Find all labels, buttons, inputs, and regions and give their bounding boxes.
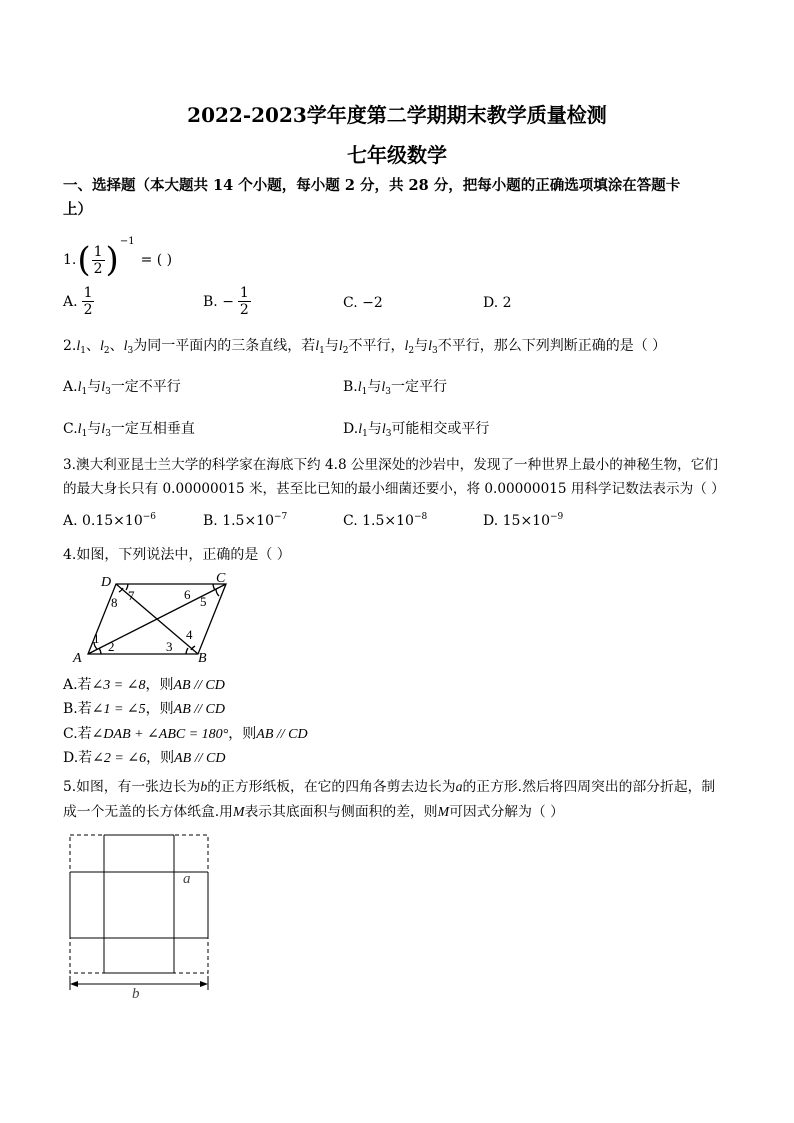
subscript: 1: [80, 346, 86, 356]
condition: ∠DAB + ∠ABC = 180°: [91, 727, 229, 742]
option-text: 一定平行: [391, 379, 447, 395]
option-text: ，则: [146, 750, 175, 766]
subscript: 2: [103, 346, 110, 356]
option-A[interactable]: [63, 376, 181, 397]
option-D[interactable]: [343, 418, 489, 439]
stem-text: 表示其底面积与侧面积的差，则: [244, 804, 438, 820]
angle-arc: [186, 648, 188, 654]
question-tail: = ( ): [140, 252, 173, 268]
option-C[interactable]: C. −2: [343, 295, 383, 311]
option-C[interactable]: [63, 418, 195, 439]
question-1-stem: [63, 236, 173, 280]
arrow-left-icon: [70, 981, 78, 987]
option-A[interactable]: [63, 512, 156, 529]
subscript: 3: [105, 387, 111, 397]
angle-7-label: 7: [128, 588, 135, 603]
conclusion: AB // CD: [173, 702, 226, 717]
option-text: B. 1.5×10: [203, 513, 274, 529]
option-C[interactable]: [63, 723, 308, 743]
subscript: 1: [362, 429, 368, 439]
subscript: 1: [319, 346, 325, 356]
option-label: C.: [63, 421, 78, 437]
angle-arc: [99, 648, 101, 654]
var-l: l: [77, 380, 82, 395]
var-l: l: [357, 380, 362, 395]
angle-2-label: 2: [108, 639, 115, 654]
stem-text: 不平行，那么下列判断正确的是（ ）: [437, 338, 667, 354]
var-l: l: [76, 339, 81, 354]
option-text: 与: [87, 421, 102, 437]
option-text: A.若: [63, 677, 92, 693]
question-number: 1.: [63, 252, 77, 268]
question-3-stem-cont: 的最大身长只有 0.00000015 米，甚至比已知的最小细菌还要小，将 0.00000015 用科学记数法表示为（ ）: [63, 481, 725, 497]
subscript: 1: [81, 429, 88, 439]
var-l: l: [101, 422, 106, 437]
var-l: l: [77, 422, 82, 437]
question-5-stem: [63, 775, 715, 795]
question-3-stem: 3.澳大利亚昆士兰大学的科学家在海底下约 4.8 公里深处的沙岩中，发现了一种世界上最小的神秘生物，它们: [63, 457, 718, 473]
vertex-b-label: B: [198, 651, 207, 665]
label-b: b: [132, 986, 140, 1000]
option-text: 一定互相垂直: [110, 421, 195, 437]
angle-1-label: 1: [93, 631, 100, 646]
condition: ∠1 = ∠5: [91, 702, 146, 717]
stem-text: 与: [414, 338, 429, 354]
option-text: 与: [367, 379, 382, 395]
option-text: B.若: [63, 701, 92, 717]
subscript: 1: [361, 387, 368, 397]
question-2-stem: [63, 335, 666, 356]
conclusion: AB // CD: [174, 751, 226, 766]
option-text: D.若: [63, 750, 93, 766]
stem-text: 5.如图，有一张边长为: [63, 779, 201, 795]
var-l: l: [99, 339, 104, 354]
option-A[interactable]: [63, 285, 94, 318]
stem-text: 可因式分解为（ ）: [449, 804, 564, 820]
option-D[interactable]: D. 2: [483, 295, 512, 311]
angle-8-label: 8: [111, 595, 118, 610]
exponent: −6: [142, 512, 157, 522]
option-A[interactable]: [63, 674, 225, 694]
page-title: 2022-2023学年度第二学期期末教学质量检测: [187, 103, 607, 127]
subscript: 3: [432, 346, 438, 356]
option-label: A.: [63, 379, 78, 395]
var-l: l: [404, 339, 409, 354]
angle-5-label: 5: [200, 594, 207, 609]
subscript: 3: [105, 429, 111, 439]
option-text: 与: [87, 379, 102, 395]
option-label: B. −: [203, 293, 234, 310]
var-l: l: [338, 339, 343, 354]
option-text: ，则: [228, 726, 257, 742]
outer-dashed-square: [70, 835, 208, 973]
option-text: D. 15×10: [483, 513, 550, 529]
angle-arc: [213, 584, 215, 590]
fraction: [92, 244, 105, 277]
option-B[interactable]: [63, 698, 225, 718]
option-text: A. 0.15×10: [63, 513, 143, 529]
angle-arc: [216, 589, 219, 596]
option-D[interactable]: [483, 512, 563, 529]
condition: ∠3 = ∠8: [91, 678, 146, 693]
option-text: ，则: [145, 677, 174, 693]
denominator: 2: [239, 302, 249, 318]
var-l: l: [123, 339, 128, 354]
conclusion: AB // CD: [173, 678, 225, 693]
left-paren: (: [77, 240, 91, 280]
question-5-stem-cont: [63, 800, 564, 820]
var-m: M: [232, 804, 245, 819]
var-l: l: [381, 422, 386, 437]
page-subtitle: 七年级数学: [347, 143, 447, 167]
var-l: l: [358, 422, 363, 437]
question-4-stem: 4.如图，下列说法中，正确的是（ ）: [63, 547, 291, 563]
label-a: a: [183, 871, 191, 887]
subscript: 1: [81, 387, 88, 397]
subscript: 2: [408, 346, 415, 356]
exponent: −8: [413, 512, 428, 522]
stem-text: 为同一平面内的三条直线，若: [133, 338, 316, 354]
vertex-d-label: D: [101, 575, 112, 590]
var-l: l: [428, 339, 432, 354]
option-B[interactable]: [203, 285, 251, 318]
option-D[interactable]: [63, 747, 225, 767]
angle-6-label: 6: [184, 587, 191, 602]
numerator: 1: [93, 243, 103, 260]
fraction: [238, 285, 251, 318]
angle-3-label: 3: [166, 639, 173, 654]
option-text: 与: [367, 421, 382, 437]
arrow-right-icon: [200, 981, 208, 987]
subscript: 3: [385, 387, 391, 397]
option-text: C.若: [63, 726, 92, 742]
separator: 、: [109, 338, 124, 354]
stem-text: 的正方形纸板，在它的四角各剪去边长为: [207, 779, 456, 795]
var-l: l: [381, 380, 386, 395]
exponent: −9: [550, 512, 564, 522]
option-label: B.: [343, 379, 358, 395]
stem-text: 的正方形.然后将四周突出的部分折起，制: [462, 779, 716, 795]
subscript: 2: [342, 346, 349, 356]
numerator: 1: [239, 285, 249, 301]
var-l: l: [101, 380, 106, 395]
square-cut-figure: [62, 830, 217, 1000]
section-heading: 一、选择题（本大题共 14 个小题，每小题 2 分，共 28 分，把每小题的正确选项填涂在答题卡: [63, 177, 681, 194]
subscript: 3: [385, 429, 392, 439]
option-text: 可能相交或平行: [391, 421, 490, 437]
vertex-a-label: A: [73, 651, 82, 665]
question-number: 2.: [63, 338, 77, 354]
denominator: 2: [93, 260, 103, 277]
option-text: ，则: [145, 701, 174, 717]
option-label: D.: [343, 421, 359, 437]
var-l: l: [315, 339, 320, 354]
stem-text: 不平行，: [348, 338, 405, 354]
option-C[interactable]: [343, 512, 427, 529]
parallelogram-figure: [70, 570, 240, 665]
stem-text: 与: [324, 338, 339, 354]
fraction: [82, 285, 95, 318]
option-text: C. 1.5×10: [343, 513, 414, 529]
option-B[interactable]: [203, 512, 287, 529]
numerator: 1: [83, 285, 93, 301]
subscript: 3: [127, 346, 134, 356]
right-paren: ): [105, 240, 119, 280]
denominator: 2: [83, 302, 93, 318]
condition: ∠2 = ∠6: [92, 751, 147, 766]
vertex-c-label: C: [216, 571, 226, 586]
var-m: M: [437, 804, 450, 819]
option-label: A.: [63, 293, 78, 310]
var-a: a: [455, 779, 463, 794]
exponent: −7: [274, 512, 288, 522]
option-text: 一定不平行: [110, 379, 181, 395]
stem-text: 成一个无盖的长方体纸盒.用: [63, 804, 233, 820]
angle-4-label: 4: [186, 627, 193, 642]
conclusion: AB // CD: [256, 727, 308, 742]
var-b: b: [200, 779, 208, 794]
separator: 、: [85, 338, 100, 354]
exponent: −1: [119, 236, 135, 247]
section-heading-cont: 上）: [63, 201, 92, 218]
option-B[interactable]: [343, 376, 447, 397]
